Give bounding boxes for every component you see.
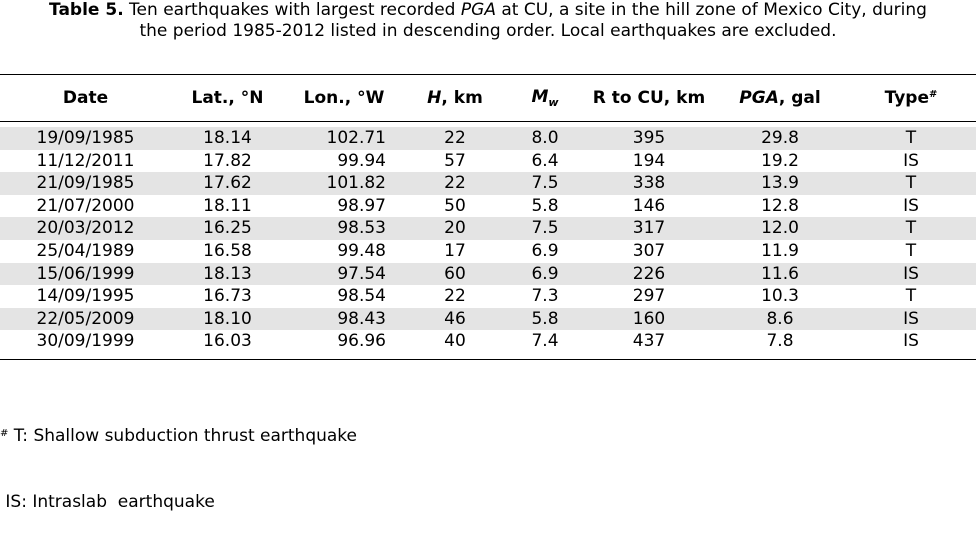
cell-lon: 99.48 [337,240,386,261]
cell-lat: 16.03 [203,331,252,352]
cell-type: T [846,127,976,150]
cell-magnitude: 6.4 [531,150,559,171]
cell-depth: 17 [444,240,466,261]
cell-pga: 11.9 [761,240,799,261]
caption-label: Table 5. [49,0,124,20]
cell-lat: 18.11 [203,195,252,216]
cell-type: IS [903,195,919,216]
header-depth [404,75,506,121]
cell-lon: 96.96 [337,331,386,352]
cell-date: 25/04/1989 [36,240,135,261]
caption-pga-term: PGA [460,0,496,20]
caption-line-2: the period 1985-2012 listed in descending order. Local earthquakes are excluded. [139,21,837,41]
cell-pga: 29.8 [714,127,846,150]
cell-magnitude: 5.8 [506,308,584,331]
table-row [0,285,976,308]
cell-distance: 226 [584,263,714,286]
header-distance: R to CU, km [592,88,706,108]
header-magnitude-symbol: M [531,87,549,107]
cell-depth: 22 [444,286,466,307]
cell-type: T [905,240,917,261]
header-pga [714,75,846,121]
cell-type: IS [846,263,976,286]
cell-depth: 50 [444,195,466,216]
cell-pga: 12.0 [714,217,846,240]
header-pga-symbol: PGA [739,88,779,108]
table-row [0,217,976,240]
cell-distance: 338 [584,172,714,195]
cell-lon: 98.54 [337,286,386,307]
cell-date: 30/09/1999 [36,331,135,352]
header-type [846,75,976,121]
table-caption [0,0,976,42]
cell-depth: 40 [444,331,466,352]
cell-distance: 395 [584,127,714,150]
cell-lon: 98.53 [284,217,404,240]
cell-type: T [846,217,976,240]
cell-lat: 16.25 [171,217,284,240]
cell-lon: 102.71 [284,127,404,150]
table-bottom-rule [0,359,976,360]
cell-depth: 20 [404,217,506,240]
cell-pga: 10.3 [761,286,799,307]
caption-text-before: Ten earthquakes with largest recorded [123,0,461,20]
header-lon: Lon., °W [303,88,385,108]
table-row [0,330,976,353]
cell-pga: 8.6 [714,308,846,331]
header-row [0,75,976,121]
cell-pga: 12.8 [761,195,799,216]
cell-depth: 60 [404,263,506,286]
cell-date: 21/09/1985 [0,172,171,195]
cell-lat: 18.10 [171,308,284,331]
header-depth-symbol: H [427,88,442,108]
earthquake-table [0,75,976,353]
cell-distance: 194 [632,150,666,171]
cell-depth: 57 [444,150,466,171]
header-magnitude [506,75,584,121]
caption-text-after: at CU, a site in the hill zone of Mexico City, during [495,0,927,20]
header-magnitude-subscript: w [548,96,559,109]
cell-distance: 307 [632,240,666,261]
note-mark: # [0,428,9,439]
cell-type: IS [846,308,976,331]
cell-lat: 16.58 [203,240,252,261]
cell-date: 11/12/2011 [36,150,135,171]
cell-date: 20/03/2012 [0,217,171,240]
cell-depth: 22 [404,127,506,150]
table-row [0,127,976,150]
note-thrust-text: T: Shallow subduction thrust earthquake [8,426,357,446]
cell-magnitude: 6.9 [531,240,559,261]
table-row [0,308,976,331]
header-depth-unit: , km [441,88,483,108]
cell-magnitude: 6.9 [506,263,584,286]
table-notes [0,379,357,535]
cell-type: T [846,172,976,195]
cell-lat: 18.14 [171,127,284,150]
cell-lat: 16.73 [203,286,252,307]
cell-date: 22/05/2009 [0,308,171,331]
cell-distance: 317 [584,217,714,240]
cell-date: 15/06/1999 [0,263,171,286]
caption-line-1 [0,0,976,21]
cell-distance: 297 [632,286,666,307]
cell-magnitude: 7.5 [506,172,584,195]
cell-type: IS [903,150,919,171]
table-row [0,172,976,195]
cell-pga: 7.8 [766,331,794,352]
cell-lon: 98.97 [337,195,386,216]
header-date: Date [62,88,109,108]
header-pga-unit: , gal [778,88,821,108]
cell-magnitude: 7.3 [531,286,559,307]
table-row [0,150,976,173]
cell-lon: 101.82 [284,172,404,195]
cell-lat: 17.62 [171,172,284,195]
cell-pga: 19.2 [761,150,799,171]
table-row [0,263,976,286]
cell-magnitude: 8.0 [506,127,584,150]
cell-date: 19/09/1985 [0,127,171,150]
cell-lon: 98.43 [284,308,404,331]
note-thrust [0,423,357,447]
cell-magnitude: 5.8 [531,195,559,216]
cell-lon: 99.94 [337,150,386,171]
cell-pga: 13.9 [714,172,846,195]
note-intraslab: IS: Intraslab earthquake [0,492,215,512]
header-lat: Lat., °N [191,88,264,108]
cell-pga: 11.6 [714,263,846,286]
cell-distance: 437 [632,331,666,352]
cell-distance: 160 [584,308,714,331]
header-type-mark: # [928,89,938,100]
cell-lat: 18.13 [171,263,284,286]
cell-date: 14/09/1995 [36,286,135,307]
cell-magnitude: 7.5 [506,217,584,240]
cell-lat: 17.82 [203,150,252,171]
cell-lon: 97.54 [284,263,404,286]
table-row [0,240,976,263]
header-type-label: Type [884,88,929,108]
cell-magnitude: 7.4 [531,331,559,352]
cell-distance: 146 [632,195,666,216]
cell-depth: 46 [404,308,506,331]
cell-type: T [905,286,917,307]
cell-date: 21/07/2000 [36,195,135,216]
table-row [0,195,976,218]
cell-type: IS [903,331,919,352]
cell-depth: 22 [404,172,506,195]
